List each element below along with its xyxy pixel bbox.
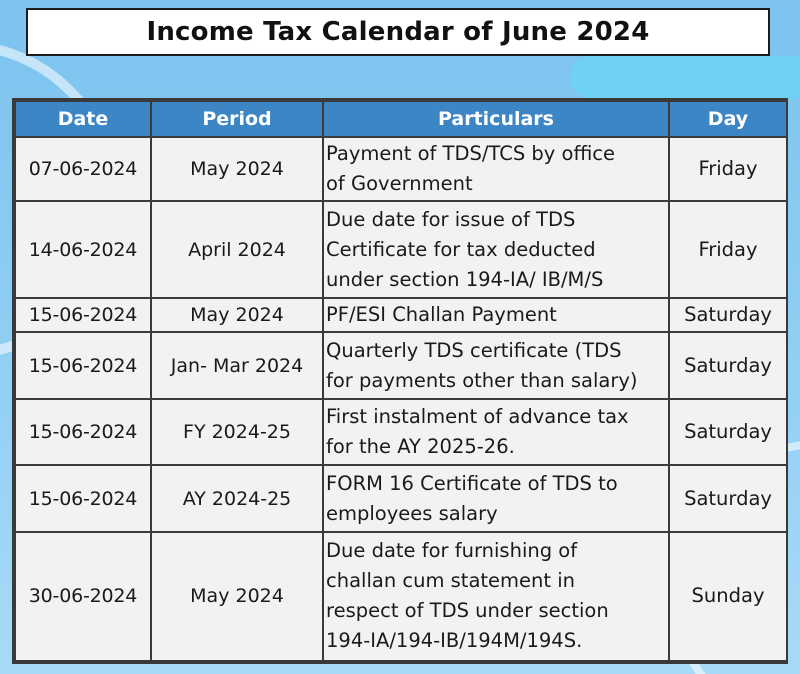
table-row xyxy=(15,137,787,201)
cell-particulars xyxy=(323,137,669,201)
cell-date: 15-06-2024 xyxy=(15,399,151,466)
accent-bar xyxy=(570,56,800,98)
column-header-period: Period xyxy=(151,101,323,137)
table-row xyxy=(15,201,787,298)
cell-day: Saturday xyxy=(669,298,787,332)
cell-day: Friday xyxy=(669,201,787,298)
table-row xyxy=(15,298,787,332)
particulars-line: Certificate for tax deducted xyxy=(326,237,596,261)
cell-date: 14-06-2024 xyxy=(15,201,151,298)
cell-date: 15-06-2024 xyxy=(15,332,151,399)
cell-date: 07-06-2024 xyxy=(15,137,151,201)
particulars-line: 194-IA/194-IB/194M/194S. xyxy=(326,629,583,653)
particulars-line: PF/ESI Challan Payment xyxy=(326,303,557,327)
particulars-line: Quarterly TDS certificate (TDS xyxy=(326,338,622,362)
cell-particulars xyxy=(323,298,669,332)
particulars-line: of Government xyxy=(326,172,473,196)
particulars-line: employees salary xyxy=(326,501,498,525)
particulars-line: challan cum statement in xyxy=(326,569,576,593)
cell-particulars xyxy=(323,532,669,661)
column-header-particulars: Particulars xyxy=(323,101,669,137)
cell-period: April 2024 xyxy=(151,201,323,298)
cell-particulars xyxy=(323,465,669,532)
table-header-row xyxy=(15,101,787,137)
title-banner xyxy=(26,8,770,56)
cell-particulars xyxy=(323,201,669,298)
cell-particulars xyxy=(323,332,669,399)
particulars-line: FORM 16 Certificate of TDS to xyxy=(326,471,618,495)
cell-day: Saturday xyxy=(669,332,787,399)
column-header-day: Day xyxy=(669,101,787,137)
page-title: Income Tax Calendar of June 2024 xyxy=(146,17,650,47)
particulars-line: First instalment of advance tax xyxy=(326,405,629,429)
cell-day: Saturday xyxy=(669,465,787,532)
cell-date: 15-06-2024 xyxy=(15,298,151,332)
cell-period: AY 2024-25 xyxy=(151,465,323,532)
cell-period: May 2024 xyxy=(151,298,323,332)
calendar-table xyxy=(14,100,788,662)
tax-calendar-table xyxy=(12,98,788,664)
cell-date: 30-06-2024 xyxy=(15,532,151,661)
cell-day: Sunday xyxy=(669,532,787,661)
cell-period: May 2024 xyxy=(151,137,323,201)
cell-period: Jan- Mar 2024 xyxy=(151,332,323,399)
table-row xyxy=(15,332,787,399)
particulars-line: for payments other than salary) xyxy=(326,368,638,392)
particulars-line: for the AY 2025-26. xyxy=(326,435,515,459)
particulars-line: respect of TDS under section xyxy=(326,599,609,623)
particulars-line: Due date for issue of TDS xyxy=(326,207,576,231)
table-row xyxy=(15,465,787,532)
cell-day: Saturday xyxy=(669,399,787,466)
table-row xyxy=(15,532,787,661)
cell-day: Friday xyxy=(669,137,787,201)
cell-period: May 2024 xyxy=(151,532,323,661)
table-row xyxy=(15,399,787,466)
cell-particulars xyxy=(323,399,669,466)
particulars-line: under section 194-IA/ IB/M/S xyxy=(326,267,604,291)
cell-date: 15-06-2024 xyxy=(15,465,151,532)
column-header-date: Date xyxy=(15,101,151,137)
cell-period: FY 2024-25 xyxy=(151,399,323,466)
particulars-line: Due date for furnishing of xyxy=(326,539,578,563)
particulars-line: Payment of TDS/TCS by office xyxy=(326,142,616,166)
